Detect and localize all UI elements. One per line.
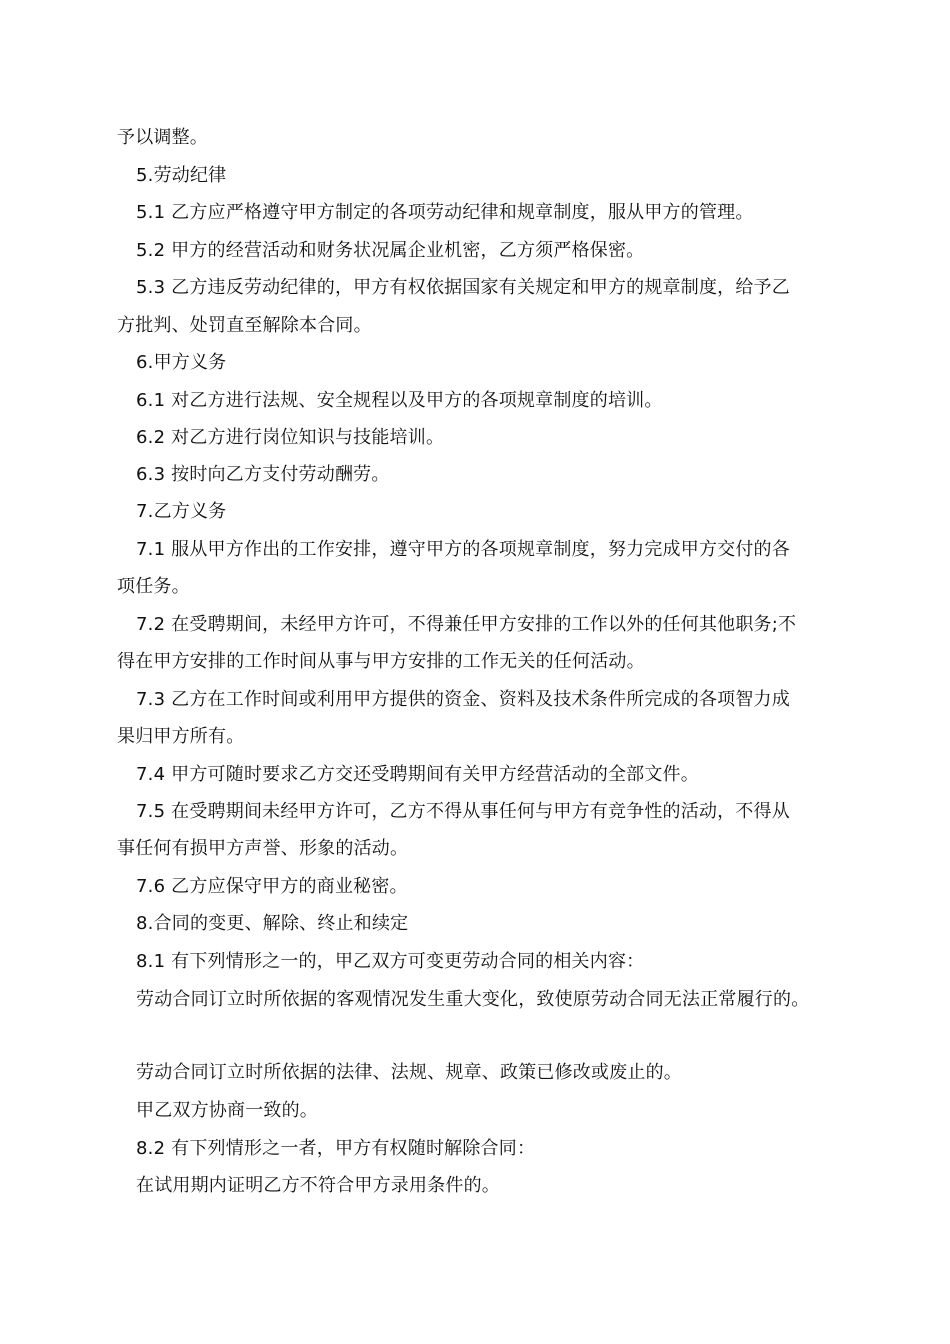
text-line: 劳动合同订立时所依据的客观情况发生重大变化，致使原劳动合同无法正常履行的。 (136, 989, 810, 1010)
section-heading: 5.劳动纪律 (136, 165, 227, 186)
text-line: 事任何有损甲方声誉、形象的活动。 (117, 838, 409, 859)
text-line: 甲乙双方协商一致的。 (136, 1100, 318, 1121)
text-line: 6.2 对乙方进行岗位知识与技能培训。 (136, 427, 445, 448)
text-line: 6.3 按时向乙方支付劳动酬劳。 (136, 464, 390, 485)
text-line: 7.1 服从甲方作出的工作安排，遵守甲方的各项规章制度，努力完成甲方交付的各 (136, 539, 790, 560)
text-line: 7.5 在受聘期间未经甲方许可，乙方不得从事任何与甲方有竞争性的活动，不得从 (136, 801, 790, 822)
section-heading: 6.甲方义务 (136, 352, 227, 373)
text-line: 得在甲方安排的工作时间从事与甲方安排的工作无关的任何活动。 (117, 651, 645, 672)
text-line: 7.6 乙方应保守甲方的商业秘密。 (136, 876, 408, 897)
text-line: 8.2 有下列情形之一者，甲方有权随时解除合同： (136, 1138, 536, 1159)
text-line: 7.4 甲方可随时要求乙方交还受聘期间有关甲方经营活动的全部文件。 (136, 764, 699, 785)
text-line: 5.2 甲方的经营活动和财务状况属企业机密，乙方须严格保密。 (136, 240, 645, 261)
text-line: 5.1 乙方应严格遵守甲方制定的各项劳动纪律和规章制度，服从甲方的管理。 (136, 202, 754, 223)
text-line: 7.2 在受聘期间，未经甲方许可，不得兼任甲方安排的工作以外的任何其他职务;不 (136, 614, 797, 635)
text-line: 6.1 对乙方进行法规、安全规程以及甲方的各项规章制度的培训。 (136, 390, 663, 411)
text-line: 7.3 乙方在工作时间或利用甲方提供的资金、资料及技术条件所完成的各项智力成 (136, 689, 790, 710)
text-line: 在试用期内证明乙方不符合甲方录用条件的。 (136, 1175, 500, 1196)
text-line: 项任务。 (117, 576, 190, 597)
text-line: 方批判、处罚直至解除本合同。 (117, 315, 372, 336)
text-line: 5.3 乙方违反劳动纪律的，甲方有权依据国家有关规定和甲方的规章制度，给予乙 (136, 277, 790, 298)
text-line: 予以调整。 (117, 127, 208, 148)
section-heading: 7.乙方义务 (136, 501, 227, 522)
text-line: 果归甲方所有。 (117, 726, 245, 747)
text-line: 8.1 有下列情形之一的，甲乙双方可变更劳动合同的相关内容： (136, 951, 645, 972)
section-heading: 8.合同的变更、解除、终止和续定 (136, 913, 409, 934)
text-line: 劳动合同订立时所依据的法律、法规、规章、政策已修改或废止的。 (136, 1062, 682, 1083)
